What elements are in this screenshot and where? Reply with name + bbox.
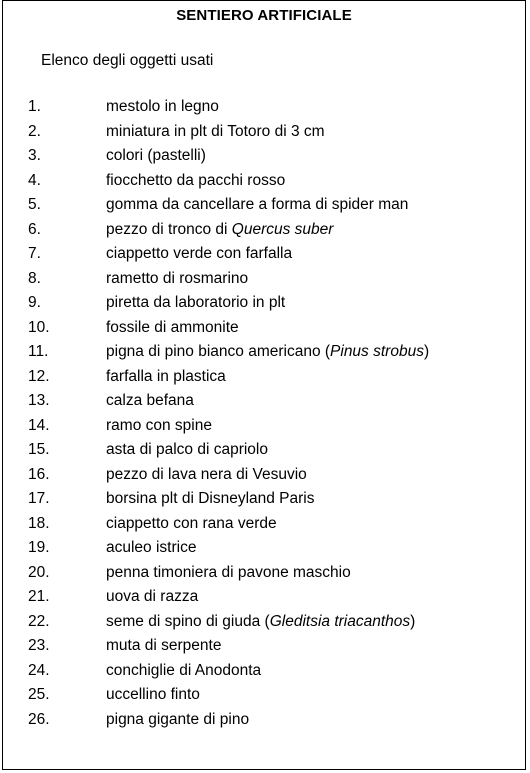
item-text [106,195,408,215]
list-item [3,391,525,416]
item-text-segment: piretta da laboratorio in plt [106,294,286,311]
item-text-segment: ) [410,612,416,630]
item-text-segment: rametto di rosmarino [106,269,249,287]
item-text-scientific-name: Quercus suber [231,220,334,238]
item-number: 10. [28,318,50,336]
list-item [3,612,525,637]
list-item [3,171,525,196]
list-item [3,563,525,588]
item-number: 4. [28,171,41,189]
item-text-segment: calza befana [106,392,194,409]
items-list [3,97,525,734]
list-item [3,146,525,171]
list-item [3,293,525,318]
item-number: 11. [28,343,49,360]
item-text [106,710,249,730]
item-text-segment: fossile di ammonite [106,318,239,336]
item-text [106,171,285,191]
list-item [3,587,525,612]
item-number: 24. [28,661,50,679]
item-number: 3. [28,147,41,164]
item-text-segment: miniatura in plt di Totoro di 3 cm [106,122,325,140]
item-number: 20. [28,563,50,581]
item-number: 9. [28,294,41,311]
item-number: 2. [28,122,41,140]
item-number: 19. [28,539,50,556]
item-text [106,244,292,264]
item-text-segment: farfalla in plastica [106,367,226,385]
item-text [106,318,239,338]
item-number: 8. [28,269,41,287]
item-text-segment: fiocchetto da pacchi rosso [106,171,286,189]
item-number: 14. [28,416,50,434]
item-text [106,97,219,117]
item-text [106,367,226,387]
item-text [106,587,198,607]
item-text-segment: ) [423,343,430,360]
list-item [3,489,525,514]
item-text-scientific-name: Pinus strobus [330,343,424,360]
document-title: SENTIERO ARTIFICIALE [176,7,352,24]
item-number: 25. [28,686,50,703]
item-text [106,440,268,460]
item-text-segment: asta di palco di capriolo [106,441,268,458]
item-number: 5. [28,196,41,213]
item-number: 26. [28,710,50,728]
list-item [3,367,525,392]
item-text-segment: pigna di pino bianco americano ( [106,343,331,360]
item-text-segment: borsina plt di Disneyland Paris [106,490,315,507]
item-text-segment: pigna gigante di pino [106,710,250,728]
item-number: 23. [28,637,50,654]
item-text-segment: mestolo in legno [106,98,219,115]
list-item [3,514,525,539]
item-text [106,342,429,362]
list-item [3,195,525,220]
item-number: 22. [28,612,50,630]
item-text [106,146,206,166]
item-text [106,538,196,558]
item-number: 13. [28,392,50,409]
list-item [3,538,525,563]
list-item [3,244,525,269]
item-text [106,220,333,240]
item-text-segment: gomma da cancellare a forma di spider man [106,196,409,213]
item-text [106,661,261,681]
item-number: 16. [28,465,50,483]
item-number: 17. [28,490,50,507]
item-number: 6. [28,220,41,238]
item-text-scientific-name: Gleditsia triacanthos [269,612,411,630]
item-number: 21. [28,588,50,605]
item-text-segment: ciappetto verde con farfalla [106,245,293,262]
item-text-segment: ciappetto con rana verde [106,514,277,532]
list-item [3,685,525,710]
item-text [106,612,415,632]
list-item [3,636,525,661]
list-item [3,269,525,294]
list-item [3,416,525,441]
item-text [106,489,315,509]
item-text-segment: pezzo di lava nera di Vesuvio [106,465,307,483]
item-text [106,636,221,656]
item-text-segment: uova di razza [106,588,199,605]
item-text [106,465,307,485]
list-item [3,710,525,735]
item-text [106,685,200,705]
list-item [3,440,525,465]
document-subtitle: Elenco degli oggetti usati [41,52,214,69]
item-text-segment: muta di serpente [106,637,222,654]
item-text-segment: seme di spino di giuda ( [106,612,270,630]
item-text-segment: penna timoniera di pavone maschio [106,563,351,581]
item-number: 12. [28,367,50,385]
list-item [3,122,525,147]
list-item [3,661,525,686]
item-text [106,269,248,289]
list-item [3,97,525,122]
item-text-segment: pezzo di tronco di [106,220,232,238]
item-text [106,293,285,313]
list-item [3,220,525,245]
item-text-segment: aculeo istrice [106,539,197,556]
item-text [106,563,351,583]
document-page [2,0,526,770]
item-number: 7. [28,245,41,262]
item-text [106,416,212,436]
item-text [106,514,277,534]
item-number: 15. [28,441,50,458]
item-text-segment: ramo con spine [106,416,212,434]
item-number: 1. [28,98,41,115]
item-text-segment: conchiglie di Anodonta [106,661,262,679]
item-text [106,122,325,142]
item-text-segment: colori (pastelli) [106,147,206,164]
list-item [3,318,525,343]
item-text-segment: uccellino finto [106,686,200,703]
item-text [106,391,194,411]
item-number: 18. [28,514,50,532]
list-item [3,465,525,490]
list-item [3,342,525,367]
